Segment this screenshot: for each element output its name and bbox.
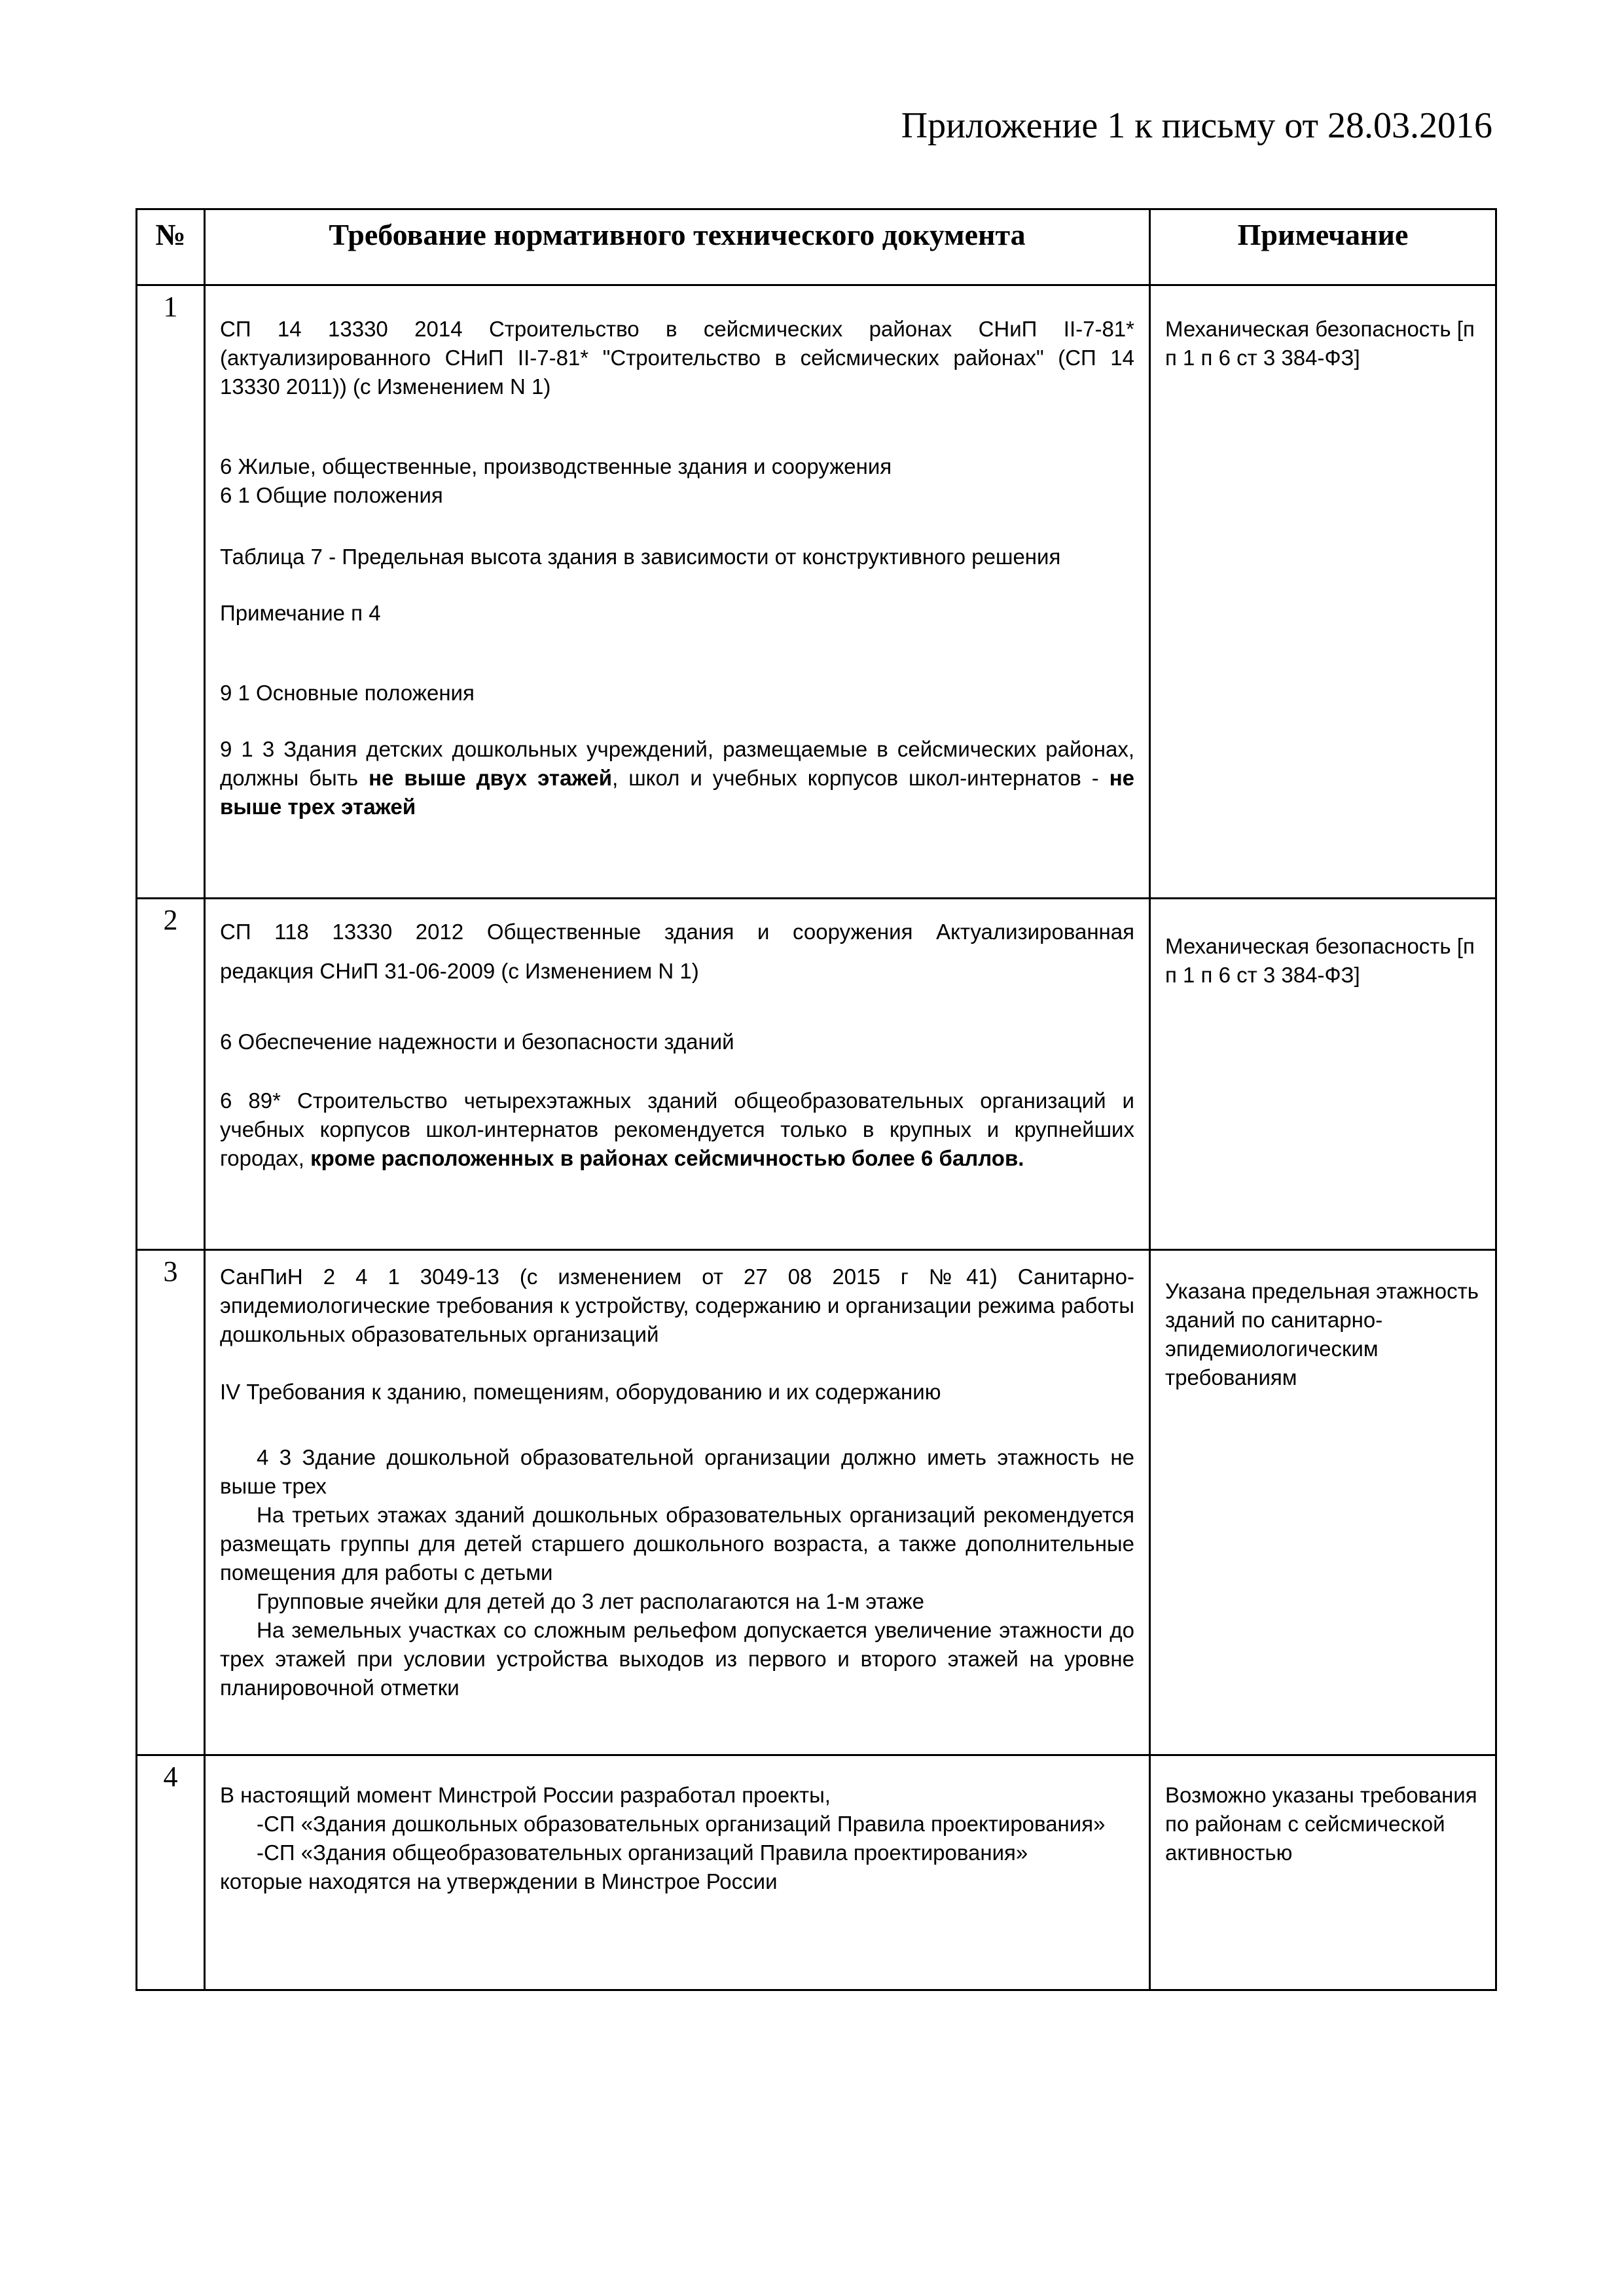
note-cell xyxy=(1150,285,1496,899)
req-paragraph: 4 3 Здание дошкольной образовательной организации должно иметь этажность не выше трех xyxy=(220,1445,1134,1498)
row-number: 3 xyxy=(137,1250,205,1755)
req-paragraph: Таблица 7 - Предельная высота здания в зависимости от конструктивного решения xyxy=(220,545,1061,569)
req-paragraph: редакция СНиП 31-06-2009 (с Изменением N 1) xyxy=(220,959,699,983)
row-number: 1 xyxy=(137,285,205,899)
requirement-cell xyxy=(205,1755,1150,1990)
column-header-note: Примечание xyxy=(1150,209,1496,285)
requirement-cell xyxy=(205,1250,1150,1755)
req-paragraph: -СП «Здания общеобразовательных организаций Правила проектирования» xyxy=(257,1840,1028,1865)
requirement-cell xyxy=(205,899,1150,1250)
req-paragraph: 6 1 Общие положения xyxy=(220,483,443,507)
req-paragraph: СанПиН 2 4 1 3049-13 (с изменением от 27 08 2015 г №41) Санитарно-эпидемиологические требования к устройству, содержанию и организации режима работы дошкольных образовательных организаций xyxy=(220,1265,1134,1346)
requirements-table xyxy=(135,208,1497,1991)
req-emphasis: не выше трех этажей xyxy=(220,766,1135,819)
page-header: Приложение 1 к письму от 28.03.2016 xyxy=(901,105,1492,146)
req-paragraph: которые находятся на утверждении в Минстрое России xyxy=(220,1869,778,1893)
req-paragraph: Групповые ячейки для детей до 3 лет располагаются на 1-м этаже xyxy=(257,1589,924,1613)
note-cell xyxy=(1150,1755,1496,1990)
row-number: 4 xyxy=(137,1755,205,1990)
req-text: 9 1 3 Здания детских дошкольных учреждений, размещаемые в сейсмических районах, должны быть xyxy=(220,737,1134,790)
req-paragraph: На земельных участках со сложным рельефом допускается увеличение этажности до трех этажей при условии устройства выходов из первого и второго этажей на уровне планировочной отметки xyxy=(220,1618,1134,1700)
req-paragraph: 6 Обеспечение надежности и безопасности зданий xyxy=(220,1030,734,1054)
req-paragraph xyxy=(220,735,1134,821)
req-text: , школ и учебных корпусов школ-интернатов - xyxy=(612,766,1110,790)
column-header-requirement: Требование нормативного технического документа xyxy=(205,209,1150,285)
table-row xyxy=(137,899,1496,1250)
table-row xyxy=(137,1755,1496,1990)
note-cell xyxy=(1150,899,1496,1250)
req-paragraph: СП 14 13330 2014 Строительство в сейсмических районах СНиП II-7-81* (актуализированного СНиП II-7-81* "Строительство в сейсмических районах" (СП 14 13330 2011)) (с Изменением N 1) xyxy=(220,317,1134,399)
row-number: 2 xyxy=(137,899,205,1250)
note-text: Возможно указаны требования по районам с сейсмической активностью xyxy=(1165,1783,1477,1865)
req-paragraph xyxy=(220,1086,1134,1173)
note-text: Указана предельная этажность зданий по санитарно-эпидемиологическим требованиям xyxy=(1165,1279,1479,1390)
req-paragraph: Примечание п 4 xyxy=(220,601,381,625)
req-emphasis: не выше двух этажей xyxy=(369,766,613,790)
req-paragraph: В настоящий момент Минстрой России разработал проекты, xyxy=(220,1783,831,1807)
note-cell xyxy=(1150,1250,1496,1755)
req-paragraph: 9 1 Основные положения xyxy=(220,681,475,705)
req-paragraph: СП 118 13330 2012 Общественные здания и сооружения Актуализированная xyxy=(220,920,1134,944)
req-emphasis: кроме расположенных в районах сейсмичностью более 6 баллов. xyxy=(310,1146,1024,1170)
note-text: Механическая безопасность [п п 1 п 6 ст 3 384-ФЗ] xyxy=(1165,934,1475,987)
table-header-row xyxy=(137,209,1496,285)
table-row xyxy=(137,1250,1496,1755)
req-paragraph: 6 Жилые, общественные, производственные здания и сооружения xyxy=(220,454,892,478)
req-paragraph: IV Требования к зданию, помещениям, оборудованию и их содержанию xyxy=(220,1380,941,1404)
column-header-number: № xyxy=(137,209,205,285)
table-row xyxy=(137,285,1496,899)
req-text: 6 89* Строительство четырехэтажных зданий общеобразовательных организаций и учебных корпусов школ-интернатов рекомендуется только в крупных и крупнейших городах, xyxy=(220,1088,1134,1170)
note-text: Механическая безопасность [п п 1 п 6 ст 3 384-ФЗ] xyxy=(1165,317,1475,370)
req-paragraph: На третьих этажах зданий дошкольных образовательных организаций рекомендуется размещать группы для детей старшего дошкольного возраста, а также дополнительные помещения для работы с детьми xyxy=(220,1503,1134,1585)
requirement-cell xyxy=(205,285,1150,899)
req-paragraph: -СП «Здания дошкольных образовательных организаций Правила проектирования» xyxy=(257,1812,1106,1836)
